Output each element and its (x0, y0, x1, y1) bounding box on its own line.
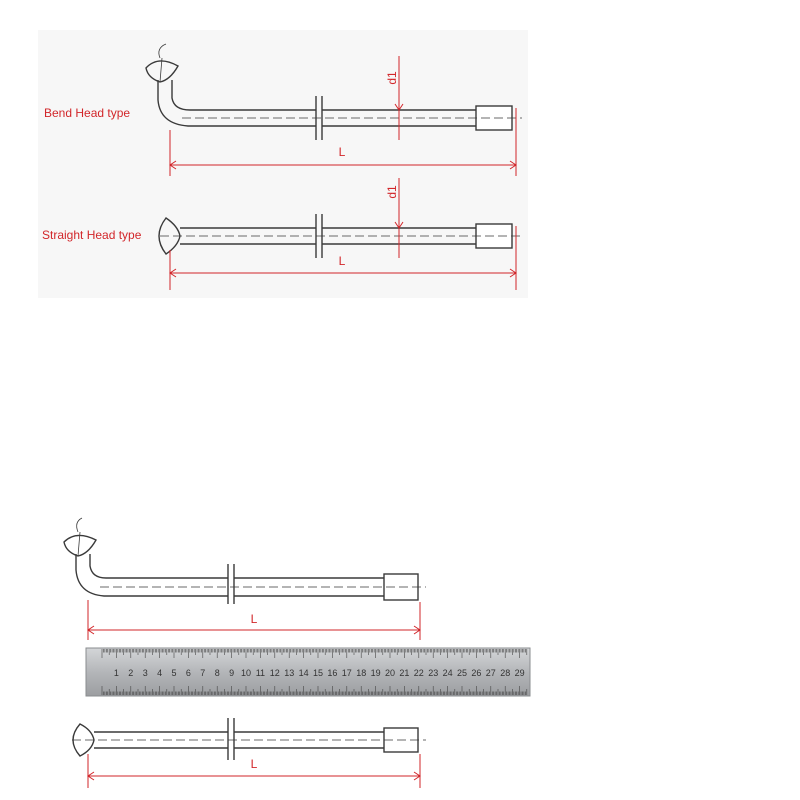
ruler-number: 16 (327, 668, 338, 678)
bottom-straight-length-label: L (250, 757, 258, 771)
ruler-number: 9 (229, 668, 235, 678)
bottom-straight-spoke (73, 718, 418, 760)
ruler-number: 1 (113, 668, 119, 678)
ruler-number: 19 (370, 668, 381, 678)
ruler-number: 13 (284, 668, 295, 678)
ruler-number: 25 (456, 668, 468, 678)
ruler-number: 18 (356, 668, 367, 678)
ruler-number: 3 (142, 668, 148, 678)
ruler-number: 17 (341, 668, 352, 678)
straight-d1-label: d1 (385, 185, 399, 199)
ruler (86, 648, 530, 696)
straight-head-type-label: Straight Head type (42, 228, 142, 242)
ruler-number: 20 (384, 668, 396, 678)
bottom-bend-spoke (64, 518, 418, 604)
ruler-number: 12 (269, 668, 280, 678)
ruler-number: 29 (514, 668, 525, 678)
ruler-number: 15 (312, 668, 324, 678)
ruler-number: 28 (500, 668, 511, 678)
ruler-number: 21 (399, 668, 410, 678)
ruler-number: 24 (442, 668, 453, 678)
bend-head-type-label: Bend Head type (44, 106, 131, 120)
ruler-numbers (114, 668, 525, 678)
ruler-number: 8 (214, 668, 220, 678)
bottom-bend-length-label: L (250, 612, 258, 626)
ruler-number: 23 (428, 668, 439, 678)
ruler-number: 11 (255, 668, 266, 678)
bend-length-label: L (338, 145, 346, 159)
ruler-number: 22 (413, 668, 424, 678)
ruler-number: 4 (157, 668, 163, 678)
straight-length-label: L (338, 254, 346, 268)
ruler-number: 5 (171, 668, 177, 678)
top-panel (38, 30, 528, 298)
ruler-number: 10 (240, 668, 252, 678)
ruler-number: 14 (298, 668, 309, 678)
ruler-number: 6 (185, 668, 191, 678)
ruler-number: 7 (200, 668, 206, 678)
ruler-number: 2 (128, 668, 134, 678)
ruler-number: 26 (471, 668, 482, 678)
ruler-number: 27 (485, 668, 496, 678)
bend-d1-label: d1 (385, 71, 399, 85)
